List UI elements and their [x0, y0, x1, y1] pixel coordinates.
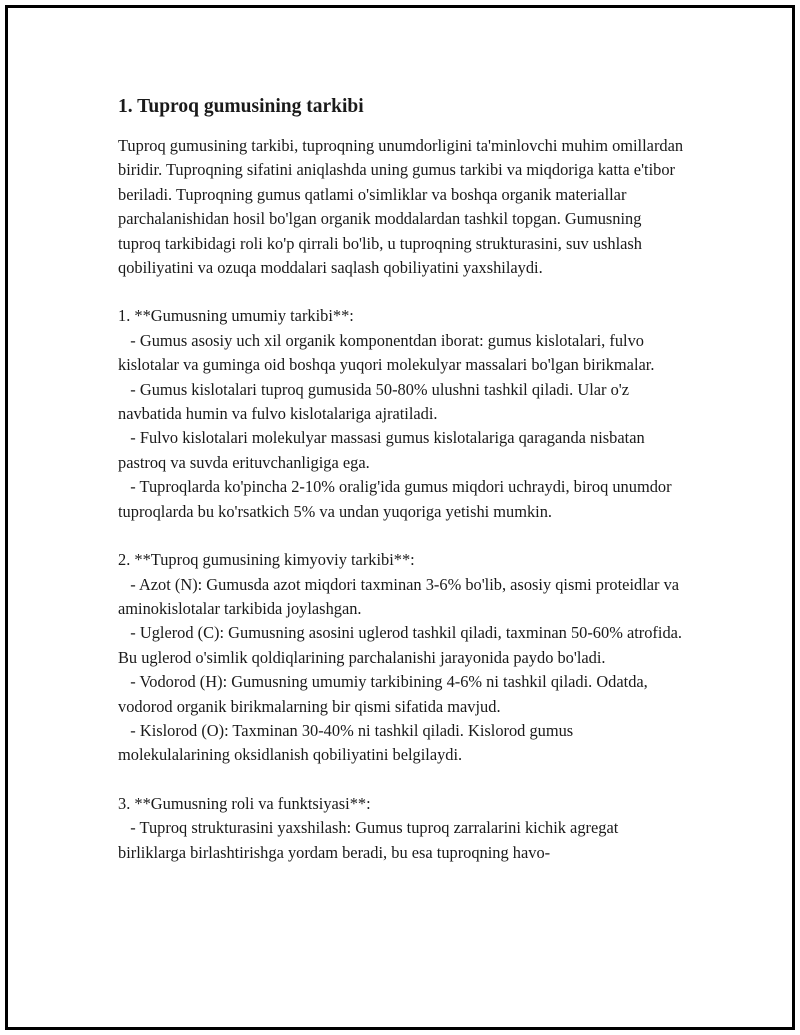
section-title: 1. **Gumusning umumiy tarkibi**: — [118, 306, 354, 326]
section-3 — [118, 792, 688, 865]
list-item: - Fulvo kislotalari molekulyar massasi gumus kislotalariga qaraganda nisbatan pastroq va suvda erituvchanligiga ega. — [118, 428, 649, 472]
spacer — [118, 280, 688, 304]
list-item: - Tuproqlarda ko'pincha 2-10% oralig'ida gumus miqdori uchraydi, biroq unumdor tuproqlarda bu ko'rsatkich 5% va undan yuqoriga yetishi mumkin. — [118, 477, 676, 521]
document-body — [118, 94, 688, 865]
list-item: - Kislorod (O): Taxminan 30-40% ni tashkil qiladi. Kislorod gumus molekulalarining oksidlanish qobiliyatini belgilaydi. — [118, 720, 578, 765]
list-item: - Vodorod (H): Gumusning umumiy tarkibining 4-6% ni tashkil qiladi. Odatda, vodorod organik birikmalarning bir qismi sifatida mavjud. — [118, 672, 652, 716]
section-2 — [118, 548, 688, 768]
spacer — [118, 768, 688, 792]
section-1 — [118, 304, 688, 524]
list-item: - Tuproq strukturasini yaxshilash: Gumus tuproq zarralarini kichik agregat birliklarga birlashtirishga yordam beradi, bu esa tuproqning havo- — [118, 818, 623, 862]
intro-paragraph: Tuproq gumusining tarkibi, tuproqning unumdorligini ta'minlovchi muhim omillardan biridir. Tuproqning sifatini aniqlashda uning gumus tarkibi va miqdoriga katta e'tibor beriladi. Tuproqning gumus qatlami o'simliklar va boshqa organik materiallar parchalanishidan hosil bo'lgan organik moddalardan tashkil topgan. Gumusning tuproq tarkibidagi roli ko'p qirrali bo'lib, u tuproqning strukturasini, suv ushlash qobiliyatini va ozuqa moddalari saqlash qobiliyatini yaxshilaydi. — [118, 136, 684, 278]
list-item: - Gumus asosiy uch xil organik komponentdan iborat: gumus kislotalari, fulvo kislotalar va guminga oid boshqa yuqori molekulyar massalari bo'lgan birikmalar. — [118, 330, 655, 375]
list-item: - Gumus kislotalari tuproq gumusida 50-80% ulushni tashkil qiladi. Ular o'z navbatida humin va fulvo kislotalariga ajratiladi. — [118, 379, 634, 424]
list-item: - Azot (N): Gumusda azot miqdori taxminan 3-6% bo'lib, asosiy qismi proteidlar va aminokislotalar tarkibida joylashgan. — [118, 574, 684, 618]
list-item: - Uglerod (C): Gumusning asosini uglerod tashkil qiladi, taxminan 50-60% atrofida. Bu uglerod o'simlik qoldiqlarining parchalanishi jarayonida paydo bo'ladi. — [118, 623, 687, 667]
spacer — [118, 524, 688, 548]
document-heading: 1. Tuproq gumusining tarkibi — [118, 96, 364, 117]
section-title: 3. **Gumusning roli va funktsiyasi**: — [118, 793, 371, 813]
section-title: 2. **Tuproq gumusining kimyoviy tarkibi**: — [118, 550, 415, 570]
